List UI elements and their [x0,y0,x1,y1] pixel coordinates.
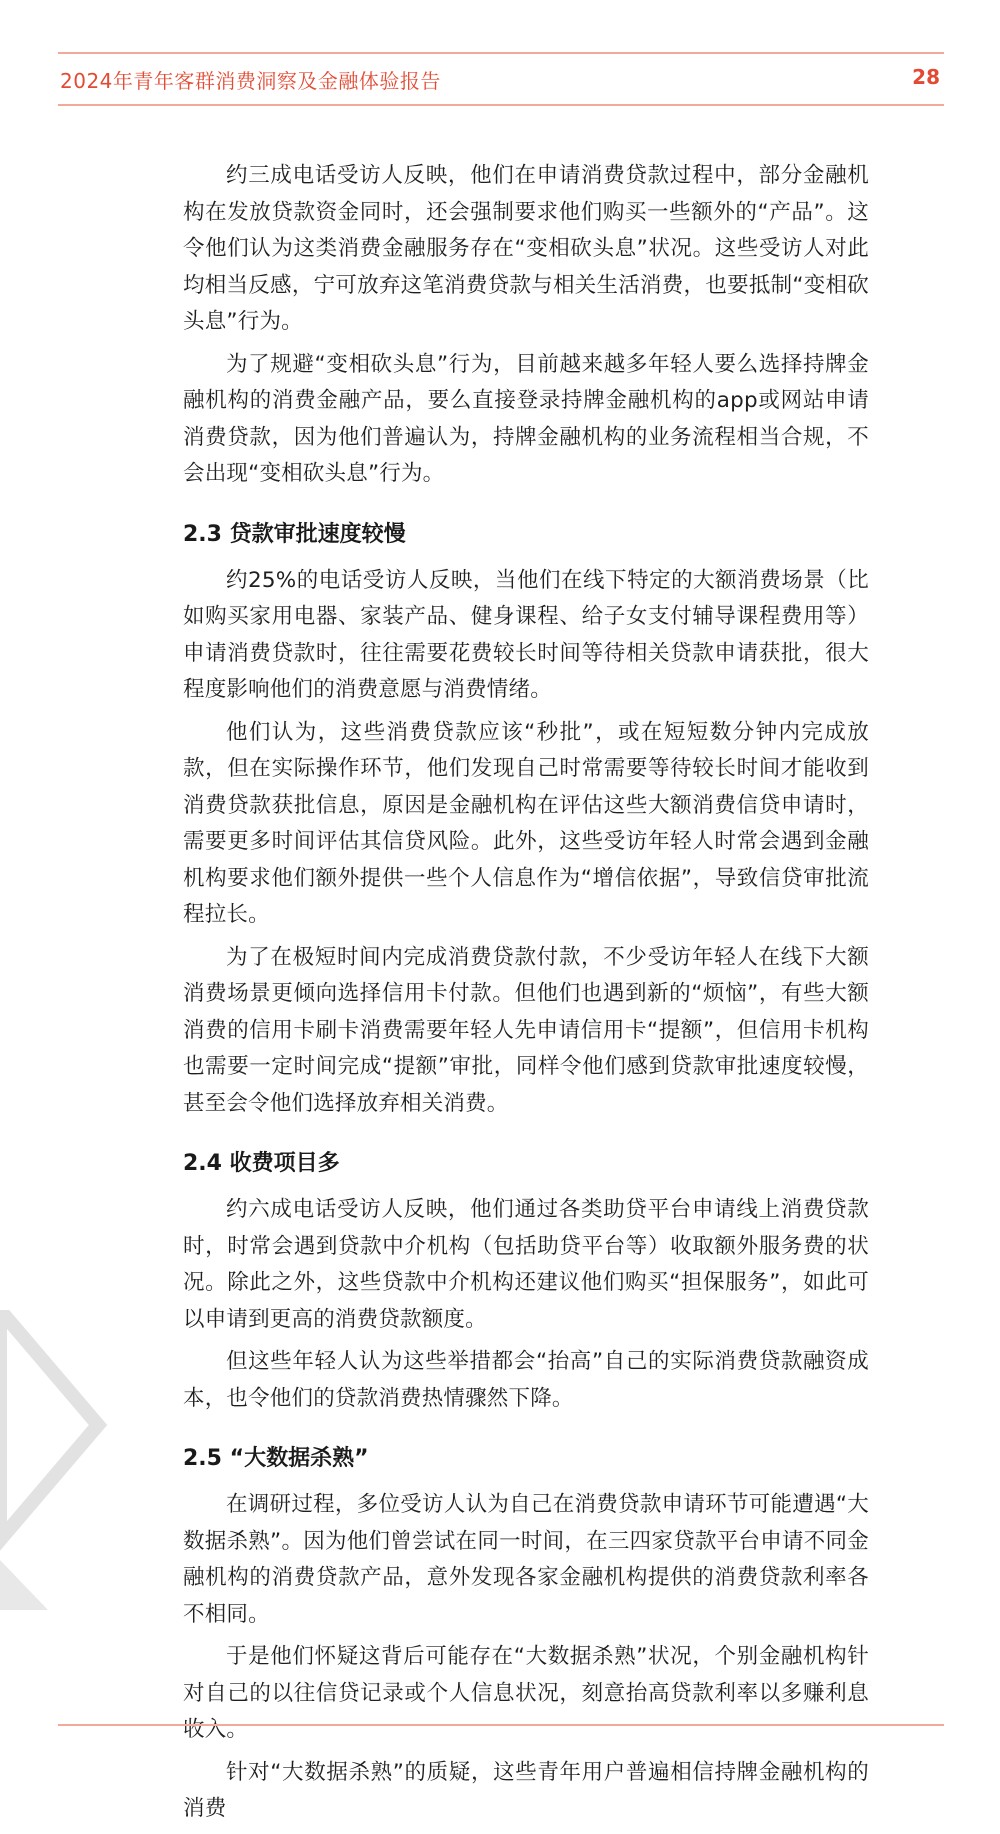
footer-divider [58,1724,944,1726]
paragraph: 在调研过程，多位受访人认为自己在消费贷款申请环节可能遭遇“大数据杀熟”。因为他们曾尝试在同一时间，在三四家贷款平台申请不同金融机构的消费贷款产品，意外发现各家金融机构提供的消费贷款利率各不相同。 [183,1492,869,1627]
paragraph: 约六成电话受访人反映，他们通过各类助贷平台申请线上消费贷款时，时常会遇到贷款中介机构（包括助贷平台等）收取额外服务费的状况。除此之外，这些贷款中介机构还建议他们购买“担保服务”，如此可以申请到更高的消费贷款额度。 [183,1197,869,1332]
section-heading: 2.4 收费项目多 [183,1151,340,1176]
paragraph: 但这些年轻人认为这些举措都会“抬高”自己的实际消费贷款融资成本，也令他们的贷款消费热情骤然下降。 [183,1349,869,1411]
page-header [58,52,944,106]
paragraph: 于是他们怀疑这背后可能存在“大数据杀熟”状况，个别金融机构针对自己的以往信贷记录或个人信息状况，刻意抬高贷款利率以多赚利息收入。 [183,1644,869,1742]
paragraph: 为了在极短时间内完成消费贷款付款，不少受访年轻人在线下大额消费场景更倾向选择信用卡付款。但他们也遇到新的“烦恼”，有些大额消费的信用卡刷卡消费需要年轻人先申请信用卡“提额”，但信用卡机构也需要一定时间完成“提额”审批，同样令他们感到贷款审批速度较慢，甚至会令他们选择放弃相关消费。 [183,944,869,1116]
paragraph: 针对“大数据杀熟”的质疑，这些青年用户普遍相信持牌金融机构的消费 [183,1759,869,1821]
paragraph: 约三成电话受访人反映，他们在申请消费贷款过程中，部分金融机构在发放贷款资金同时，还会强制要求他们购买一些额外的“产品”。这令他们认为这类消费金融服务存在“变相砍头息”状况。这些受访人对此均相当反感，宁可放弃这笔消费贷款与相关生活消费，也要抵制“变相砍头息”行为。 [183,163,869,334]
decorative-chevron-shape [0,1310,110,1610]
section-heading: 2.3 贷款审批速度较慢 [183,521,406,547]
paragraph: 他们认为，这些消费贷款应该“秒批”，或在短短数分钟内完成放款，但在实际操作环节，他们发现自己时常需要等待较长时间才能收到消费贷款获批信息，原因是金融机构在评估这些大额消费信贷申请时，需要更多时间评估其信贷风险。此外，这些受访年轻人时常会遇到金融机构要求他们额外提供一些个人信息作为“增信依据”，导致信贷审批流程拉长。 [183,719,869,927]
paragraph: 为了规避“变相砍头息”行为，目前越来越多年轻人要么选择持牌金融机构的消费金融产品，要么直接登录持牌金融机构的app或网站申请消费贷款，因为他们普遍认为，持牌金融机构的业务流程相当合规，不会出现“变相砍头息”行为。 [183,351,869,486]
page-number: 28 [912,65,940,89]
report-title: 2024年青年客群消费洞察及金融体验报告 [60,69,441,93]
section-heading: 2.5 “大数据杀熟” [183,1446,369,1471]
paragraph: 约25%的电话受访人反映，当他们在线下特定的大额消费场景（比如购买家用电器、家装产品、健身课程、给子女支付辅导课程费用等）申请消费贷款时，往往需要花费较长时间等待相关贷款申请获批，很大程度影响他们的消费意愿与消费情绪。 [183,567,869,702]
document-body [183,158,869,1834]
